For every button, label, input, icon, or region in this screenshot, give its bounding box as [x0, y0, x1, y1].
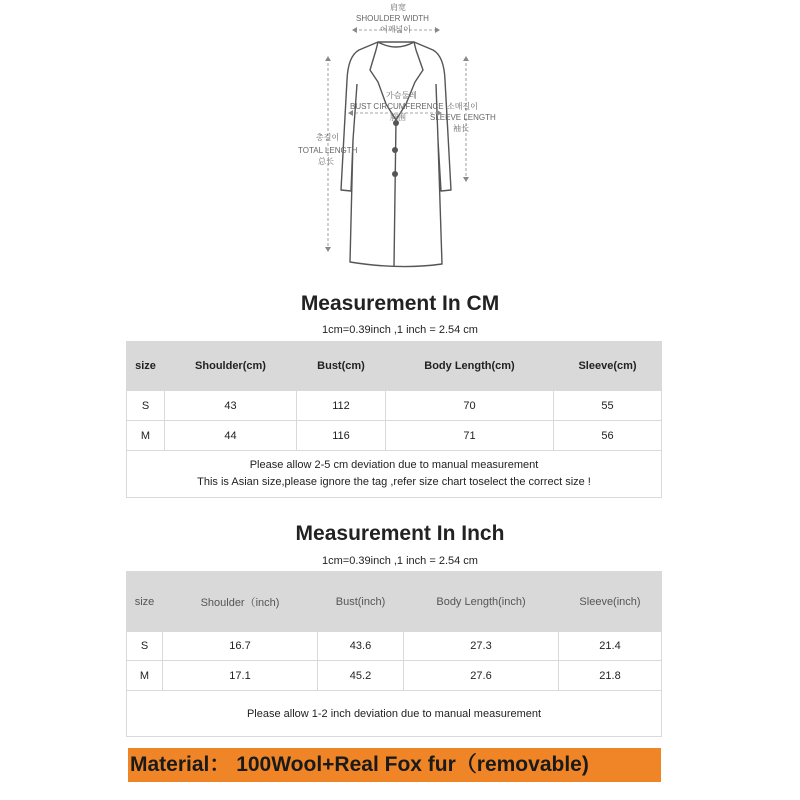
table-cell: 43.6 — [318, 632, 404, 661]
table-cell: 112 — [297, 391, 386, 421]
deviation-note: Please allow 2-5 cm deviation due to manual measurement — [249, 459, 539, 471]
bust-label-en: BUST CIRCUMFERENCE — [350, 102, 444, 111]
table-cell: 21.8 — [559, 661, 662, 691]
table-note-row — [127, 451, 662, 498]
asian-size-note: This is Asian size,please ignore the tag ,refer size chart toselect the correct size ! — [197, 476, 591, 488]
table-cell: 56 — [554, 421, 662, 451]
header-cell: size — [127, 342, 165, 391]
shoulder-label-cn: 肩宽 — [390, 3, 406, 12]
header-cell: size — [127, 572, 163, 632]
inch-conversion-note: 1cm=0.39inch ,1 inch = 2.54 cm — [322, 555, 478, 567]
shoulder-label-kr: 어깨넓이 — [380, 25, 411, 34]
table-cell: 17.1 — [163, 661, 318, 691]
size-cell: S — [127, 391, 165, 421]
table-cell: 21.4 — [559, 632, 662, 661]
deviation-note: Please allow 1-2 inch deviation due to manual measurement — [127, 691, 662, 737]
cm-conversion-note: 1cm=0.39inch ,1 inch = 2.54 cm — [322, 324, 478, 336]
header-cell: Body Length(cm) — [386, 342, 554, 391]
header-cell: Bust(cm) — [297, 342, 386, 391]
sleeve-label-en: SLEEVE LENGTH — [430, 113, 496, 122]
table-cell: 45.2 — [318, 661, 404, 691]
table-cell: 71 — [386, 421, 554, 451]
table-row — [127, 391, 662, 421]
header-cell: Sleeve(cm) — [554, 342, 662, 391]
sleeve-label-kr: 소매길이 — [447, 102, 478, 111]
table-cell: 44 — [165, 421, 297, 451]
header-cell: Body Length(inch) — [404, 572, 559, 632]
size-cell: M — [127, 661, 163, 691]
table-header-row — [127, 572, 662, 632]
total-length-label-cn: 总长 — [318, 157, 334, 166]
table-cell: 116 — [297, 421, 386, 451]
table-cell: 43 — [165, 391, 297, 421]
table-row — [127, 632, 662, 661]
total-length-label-en: TOTAL LENGTH — [298, 146, 358, 155]
coat-measurement-diagram — [290, 0, 510, 285]
table-header-row — [127, 342, 662, 391]
table-cell: 16.7 — [163, 632, 318, 661]
sleeve-label-cn: 袖长 — [453, 124, 469, 133]
bust-label-cn: 胸围 — [390, 113, 406, 122]
header-cell: Shoulder(cm) — [165, 342, 297, 391]
table-note-row — [127, 691, 662, 737]
material-banner: Material： 100Wool+Real Fox fur（removable) — [128, 748, 661, 782]
bust-label-kr: 가슴둘레 — [386, 91, 417, 100]
table-note-cell — [127, 451, 662, 498]
table-row — [127, 421, 662, 451]
header-cell: Bust(inch) — [318, 572, 404, 632]
total-length-label-kr: 총길이 — [316, 133, 340, 142]
inch-size-table — [126, 571, 662, 737]
table-row — [127, 661, 662, 691]
header-cell: Shoulder（inch) — [163, 572, 318, 632]
table-cell: 70 — [386, 391, 554, 421]
inch-section-title: Measurement In Inch — [295, 522, 505, 545]
table-cell: 27.6 — [404, 661, 559, 691]
header-cell: Sleeve(inch) — [559, 572, 662, 632]
table-cell: 55 — [554, 391, 662, 421]
size-cell: M — [127, 421, 165, 451]
cm-section-title: Measurement In CM — [300, 292, 500, 315]
shoulder-label-en: SHOULDER WIDTH — [356, 14, 429, 23]
cm-size-table — [126, 341, 662, 498]
size-cell: S — [127, 632, 163, 661]
table-cell: 27.3 — [404, 632, 559, 661]
